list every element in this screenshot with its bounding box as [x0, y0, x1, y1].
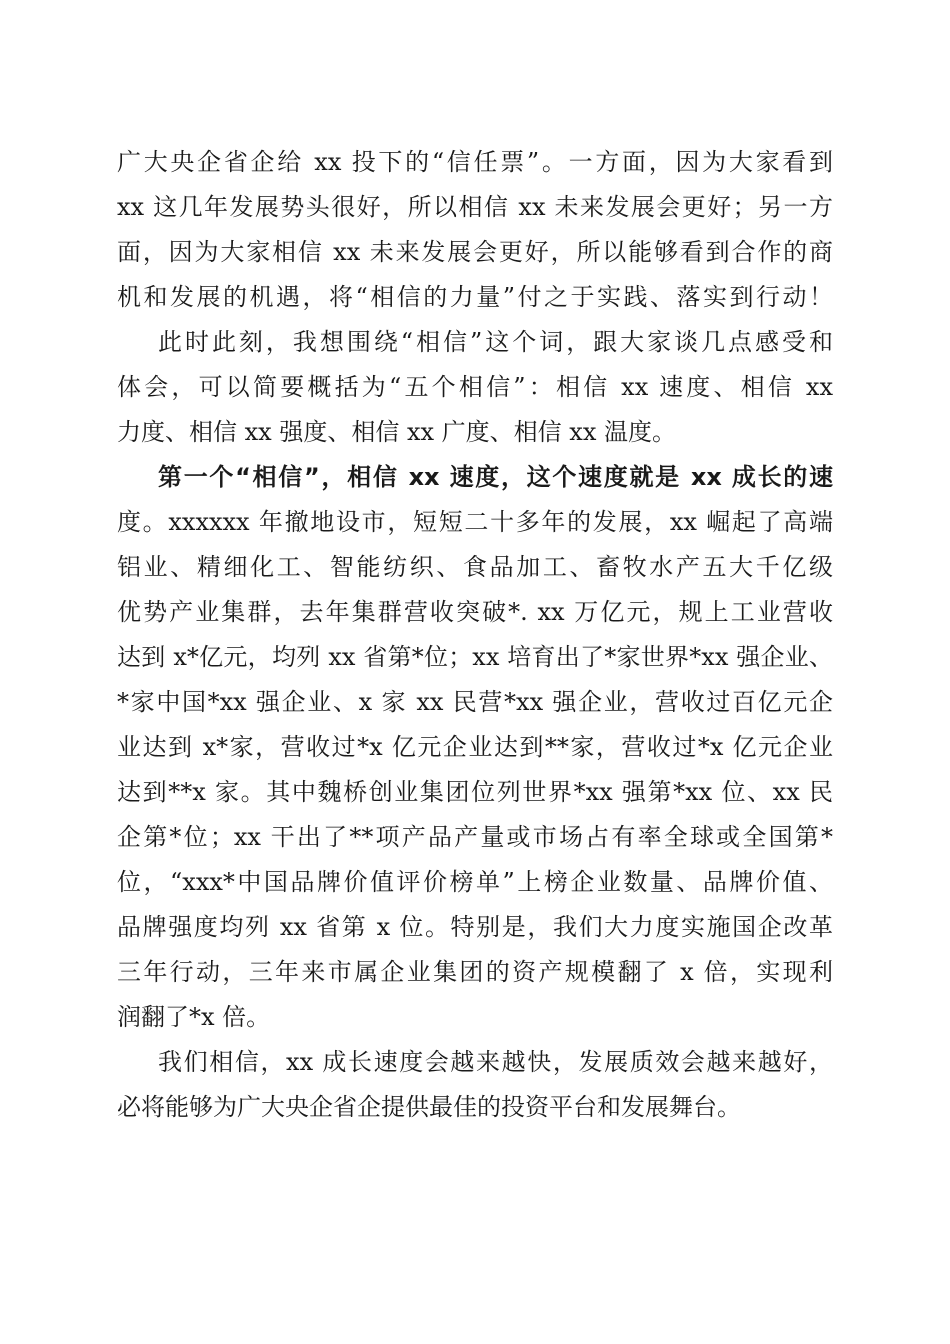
- text-line: 达到**x 家。其中魏桥创业集团位列世界*xx 强第*xx 位、xx 民: [117, 778, 833, 806]
- text-line: 度。xxxxxx 年撤地设市，短短二十多年的发展，xx 崛起了高端: [117, 508, 833, 536]
- text-line: 企第*位；xx 干出了**项产品产量或市场占有率全球或全国第*: [117, 823, 833, 851]
- text-line: xx 这几年发展势头很好，所以相信 xx 未来发展会更好；另一方: [117, 193, 833, 221]
- document-body: [117, 140, 833, 1130]
- text-line: 体会，可以简要概括为“五个相信”：相信 xx 速度、相信 xx: [117, 373, 833, 401]
- paragraph-4: [117, 1040, 833, 1130]
- paragraph-3: [117, 455, 833, 1040]
- text-line: 必将能够为广大央企省企提供最佳的投资平台和发展舞台。: [117, 1093, 741, 1121]
- paragraph-1: [117, 140, 833, 320]
- text-line: 达到 x*亿元，均列 xx 省第*位；xx 培育出了*家世界*xx 强企业、: [117, 643, 833, 671]
- text-line: 此时此刻，我想围绕“相信”这个词，跟大家谈几点感受和: [158, 328, 833, 356]
- text-line: 面，因为大家相信 xx 未来发展会更好，所以能够看到合作的商: [117, 238, 833, 266]
- text-line: 广大央企省企给 xx 投下的“信任票”。一方面，因为大家看到: [117, 148, 833, 176]
- text-line: 品牌强度均列 xx 省第 x 位。特别是，我们大力度实施国企改革: [117, 913, 833, 941]
- text-line: 铝业、精细化工、智能纺织、食品加工、畜牧水产五大千亿级: [117, 553, 833, 581]
- paragraph-2: [117, 320, 833, 455]
- text-line: 优势产业集群，去年集群营收突破*. xx 万亿元，规上工业营收: [117, 598, 833, 626]
- text-line: 机和发展的机遇，将“相信的力量”付之于实践、落实到行动！: [117, 283, 833, 311]
- text-line: 业达到 x*家，营收过*x 亿元企业达到**家，营收过*x 亿元企业: [117, 733, 833, 761]
- text-line: *家中国*xx 强企业、x 家 xx 民营*xx 强企业，营收过百亿元企: [117, 688, 833, 716]
- text-line: 力度、相信 xx 强度、相信 xx 广度、相信 xx 温度。: [117, 418, 676, 446]
- text-line: 位，“xxx*中国品牌价值评价榜单”上榜企业数量、品牌价值、: [117, 868, 833, 896]
- text-line: 我们相信，xx 成长速度会越来越快，发展质效会越来越好，: [158, 1048, 833, 1076]
- text-line: 润翻了*x 倍。: [117, 1003, 271, 1031]
- paragraph-lead-line: 第一个“相信”，相信 xx 速度，这个速度就是 xx 成长的速: [158, 463, 833, 491]
- text-line: 三年行动，三年来市属企业集团的资产规模翻了 x 倍，实现利: [117, 958, 833, 986]
